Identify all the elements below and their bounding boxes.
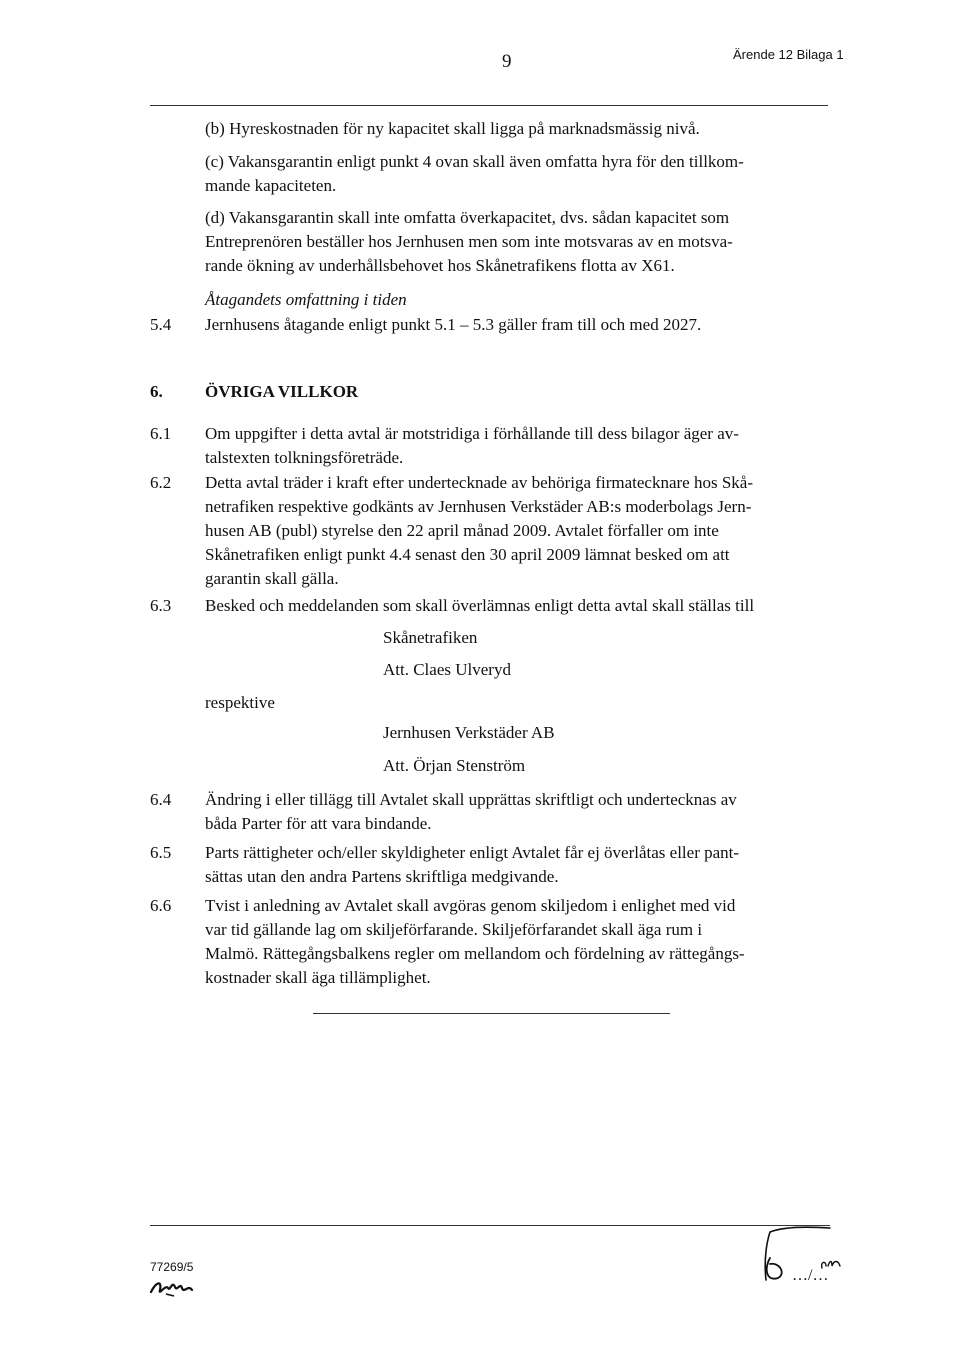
clause-6-1 xyxy=(205,422,825,470)
clause-line: var tid gällande lag om skiljeförfarande. Skiljeförfarandet skall äga rum i xyxy=(205,920,703,939)
clause-number: 6.1 xyxy=(150,424,172,443)
clause-6-4 xyxy=(205,788,825,836)
handwritten-initials-left xyxy=(148,1272,198,1300)
header-note: Ärende 12 Bilaga 1 xyxy=(733,47,844,62)
clause-line: netrafiken respektive godkänts av Jernhusen Verkstäder AB:s moderbolags Jern- xyxy=(205,497,752,516)
clause-number: 6.2 xyxy=(150,473,172,492)
item-d xyxy=(205,206,825,278)
item-b xyxy=(205,117,825,141)
clause-line: Parts rättigheter och/eller skyldigheter enligt Avtalet får ej överlåtas eller pant- xyxy=(205,843,740,862)
clause-line: Ändring i eller tillägg till Avtalet skall upprättas skriftligt och undertecknas av xyxy=(205,790,737,809)
clause-line: kostnader skall äga tillämplighet. xyxy=(205,968,431,987)
section-number: 6. xyxy=(150,382,163,401)
clause-line: husen AB (publ) styrelse den 22 april månad 2009. Avtalet förfaller om inte xyxy=(205,521,719,540)
clause-line: Tvist i anledning av Avtalet skall avgöras genom skiljedom i enlighet med vid xyxy=(205,896,736,915)
subheading: Åtagandets omfattning i tiden xyxy=(205,290,407,309)
clause-line: Skånetrafiken enligt punkt 4.4 senast den 30 april 2009 lämnat besked om att xyxy=(205,545,730,564)
item-d-line: (d) Vakansgarantin skall inte omfatta överkapacitet, dvs. sådan kapacitet som xyxy=(205,208,730,227)
clause-line: båda Parter för att vara bindande. xyxy=(205,814,432,833)
item-c-line: mande kapaciteten. xyxy=(205,176,337,195)
clause-line: Om uppgifter i detta avtal är motstridiga i förhållande till dess bilagor äger av- xyxy=(205,424,739,443)
item-d-line: rande ökning av underhållsbehovet hos Skånetrafikens flotta av X61. xyxy=(205,256,675,275)
recipient-org: Skånetrafiken xyxy=(383,628,478,647)
footer-rule xyxy=(150,1225,830,1226)
clause-number: 5.4 xyxy=(150,315,172,334)
recipient-attention: Att. Örjan Stenström xyxy=(383,756,526,775)
end-of-text-rule xyxy=(313,1013,670,1014)
respektive-label: respektive xyxy=(205,693,275,712)
item-b-text: (b) Hyreskostnaden för ny kapacitet skall ligga på marknadsmässig nivå. xyxy=(205,119,700,138)
item-c-line: (c) Vakansgarantin enligt punkt 4 ovan skall även omfatta hyra för den tillkom- xyxy=(205,152,744,171)
document-code: 77269/5 xyxy=(150,1260,194,1274)
clause-line: sättas utan den andra Partens skriftliga medgivande. xyxy=(205,867,559,886)
header-rule xyxy=(150,105,828,106)
clause-6-6 xyxy=(205,894,825,990)
clause-6-3-text: Besked och meddelanden som skall överlämnas enligt detta avtal skall ställas till xyxy=(205,596,755,615)
item-c xyxy=(205,150,825,198)
recipient-attention: Att. Claes Ulveryd xyxy=(383,660,511,679)
clause-number: 6.4 xyxy=(150,790,172,809)
clause-line: garantin skall gälla. xyxy=(205,569,339,588)
initials-right-text: …/… xyxy=(792,1267,829,1284)
clause-6-5 xyxy=(205,841,825,889)
clause-number: 6.3 xyxy=(150,596,172,615)
clause-line: Malmö. Rättegångsbalkens regler om mellandom och fördelning av rättegångs- xyxy=(205,944,745,963)
clause-number: 6.5 xyxy=(150,843,172,862)
page-number: 9 xyxy=(502,51,512,72)
clause-line: Detta avtal träder i kraft efter undertecknade av behöriga firmatecknare hos Skå- xyxy=(205,473,753,492)
recipient-org: Jernhusen Verkstäder AB xyxy=(383,723,555,742)
clause-5-4-text: Jernhusens åtagande enligt punkt 5.1 – 5.3 gäller fram till och med 2027. xyxy=(205,315,702,334)
clause-6-2 xyxy=(205,471,825,591)
section-title: ÖVRIGA VILLKOR xyxy=(205,382,359,401)
item-d-line: Entreprenören beställer hos Jernhusen men som inte motsvaras av en motsva- xyxy=(205,232,733,251)
clause-line: talstexten tolkningsföreträde. xyxy=(205,448,404,467)
clause-number: 6.6 xyxy=(150,896,172,915)
